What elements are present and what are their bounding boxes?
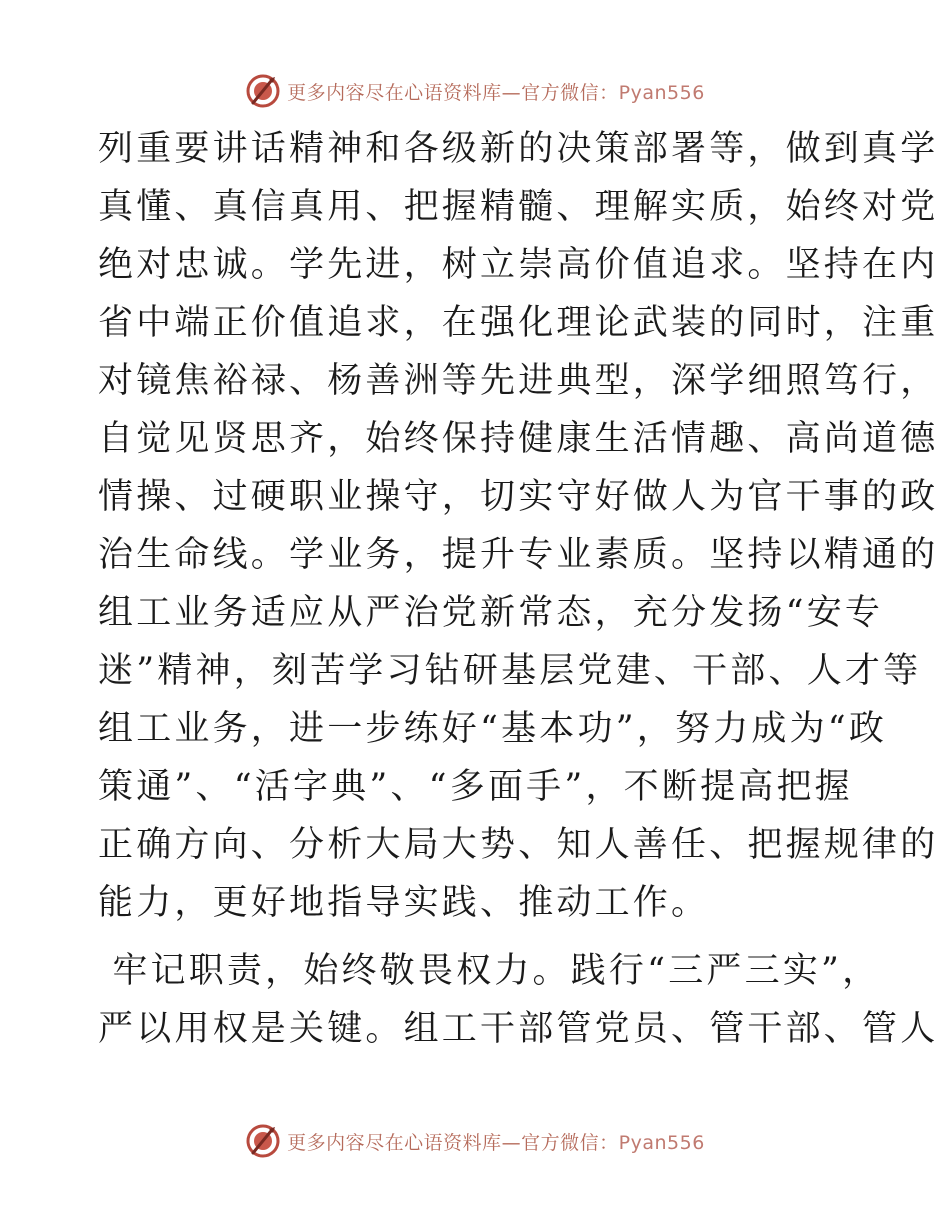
text-line: 组工业务适应从严治党新常态，充分发扬“安专: [98, 593, 884, 633]
paragraph-1: [98, 120, 939, 932]
watermark-text: 更多内容尽在心语资料库—官方微信：Pyan556: [287, 1131, 705, 1154]
text-line: 严以用权是关键。组工干部管党员、管干部、管人: [98, 1009, 939, 1049]
text-line: 真懂、真信真用、把握精髓、理解实质，始终对党: [98, 187, 939, 227]
text-line: 正确方向、分析大局大势、知人善任、把握规律的: [98, 825, 939, 865]
pen-seal-icon: [245, 1123, 281, 1159]
text-line: 列重要讲话精神和各级新的决策部署等，做到真学: [98, 129, 939, 169]
text-line: 自觉见贤思齐，始终保持健康生活情趣、高尚道德: [98, 419, 939, 459]
document-body: [98, 120, 939, 1058]
text-line: 能力，更好地指导实践、推动工作。: [98, 883, 710, 923]
pen-seal-icon: [245, 73, 281, 109]
text-line: 治生命线。学业务，提升专业素质。坚持以精通的: [98, 535, 939, 575]
text-line: 情操、过硬职业操守，切实守好做人为官干事的政: [98, 477, 939, 517]
text-line: 迷”精神，刻苦学习钻研基层党建、干部、人才等: [98, 651, 922, 691]
text-line: 省中端正价值追求，在强化理论武装的同时，注重: [98, 303, 939, 343]
text-line: 组工业务，进一步练好“基本功”，努力成为“政: [98, 709, 888, 749]
paragraph-2: [98, 942, 939, 1058]
header-watermark: [0, 71, 950, 111]
text-line: 对镜焦裕禄、杨善洲等先进典型，深学细照笃行，: [98, 361, 939, 401]
text-line: 策通”、“活字典”、“多面手”，不断提高把握: [98, 767, 853, 807]
text-line: 牢记职责，始终敬畏权力。践行“三严三实”，: [98, 951, 881, 991]
paragraph-gap: [98, 932, 858, 942]
text-line: 绝对忠诚。学先进，树立崇高价值追求。坚持在内: [98, 245, 939, 285]
watermark-handle: Pyan556: [618, 1131, 705, 1154]
footer-watermark: [0, 1121, 950, 1161]
watermark-handle: Pyan556: [618, 81, 705, 104]
watermark-text: 更多内容尽在心语资料库—官方微信：Pyan556: [287, 81, 705, 104]
